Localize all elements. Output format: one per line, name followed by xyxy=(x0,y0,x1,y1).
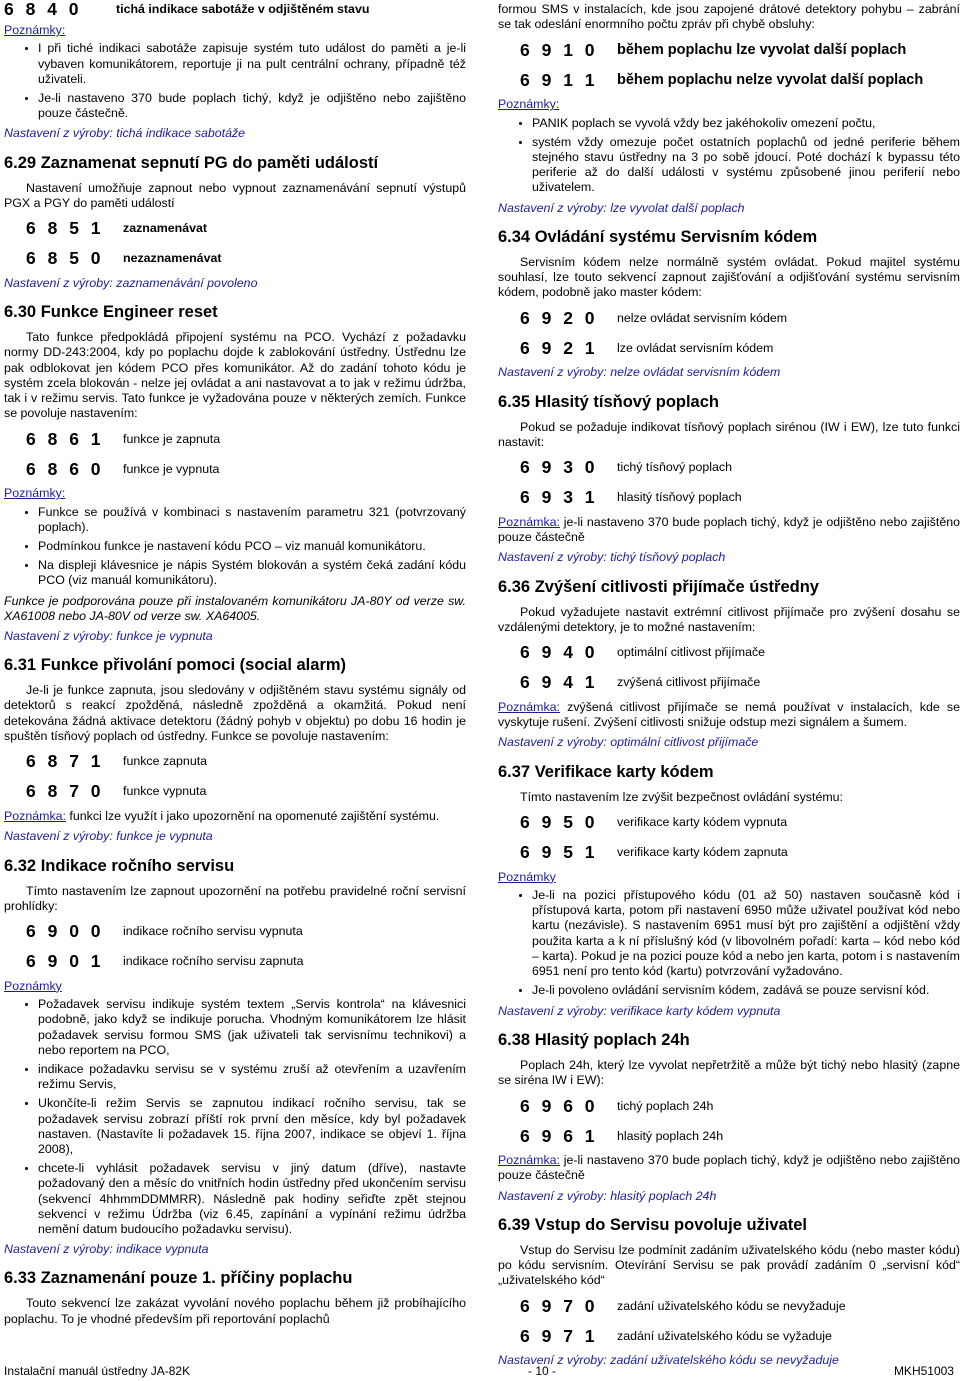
code-row xyxy=(26,919,466,945)
code-row xyxy=(26,749,466,775)
code-row xyxy=(520,37,960,63)
code-row xyxy=(520,1293,960,1319)
code-row xyxy=(26,426,466,452)
code-number: 6 9 3 1 xyxy=(520,487,599,508)
code-number: 6 8 7 1 xyxy=(26,751,105,772)
code-row xyxy=(520,67,960,93)
note-label: Poznámka: xyxy=(4,809,66,824)
notes-list xyxy=(498,888,960,998)
factory-setting: Nastavení z výroby: zaznamenávání povoleno xyxy=(4,276,258,291)
notes-label: Poznámky: xyxy=(4,23,66,38)
list-item: • Je-li povoleno ovládání servisním kódem, zadává se pouze servisní kód. xyxy=(532,983,960,998)
code-description: zvýšená citlivost přijímače xyxy=(617,675,761,690)
code-row xyxy=(26,216,466,242)
section-heading: 6.31 Funkce přivolání pomoci (social alarm) xyxy=(4,656,347,675)
code-row xyxy=(26,246,466,272)
note-paragraph xyxy=(498,515,960,545)
factory-setting: Nastavení z výroby: verifikace karty kódem vypnuta xyxy=(498,1003,781,1018)
factory-setting: Nastavení z výroby: lze vyvolat další poplach xyxy=(498,200,745,215)
code-number: 6 9 3 0 xyxy=(520,457,599,478)
section-heading: 6.32 Indikace ročního servisu xyxy=(4,856,235,875)
factory-setting: Nastavení z výroby: optimální citlivost přijímače xyxy=(498,735,759,750)
support-note: Funkce je podporována pouze při instalovaném komunikátoru JA-80Y od verze sw. XA61008 nebo JA-80V od verze sw. XA64005. xyxy=(4,593,466,623)
right-column xyxy=(498,2,960,1375)
code-number: 6 9 5 0 xyxy=(520,812,599,833)
section-heading: 6.29 Zaznamenat sepnutí PG do paměti událostí xyxy=(4,153,379,172)
paragraph: Pokud vyžadujete nastavit extrémní citlivost přijímače pro zvýšení dosahu se vzdálenými detektory, je to možné nastavením: xyxy=(498,604,960,634)
code-description: nezaznamenávat xyxy=(123,251,222,266)
notes-list xyxy=(498,116,960,196)
list-item: • Požadavek servisu indikuje systém textem „Servis kontrola“ na klávesnici podobně, jako když se indikuje porucha. Vhodným komunikátorem lze hlásit požadavek servisu formou SMS (jak uživateli tak servisnímu technikovi) a nebo reportem na PCO, xyxy=(38,997,466,1058)
code-row xyxy=(520,810,960,836)
paragraph: formou SMS v instalacích, kde jsou zapojené drátové detektory pohybu – zabrání se tak odeslání enormního počtu zpráv při chybě obsluhy: xyxy=(498,2,960,32)
note-text: je-li nastaveno 370 bude poplach tichý, když je odjištěno nebo zajištěno pouze částečně xyxy=(498,515,960,545)
section-heading: 6.35 Hlasitý tísňový poplach xyxy=(498,392,719,411)
list-item: • Funkce se používá v kombinaci s nastavením parametru 321 (potvrzovaný poplach). xyxy=(38,505,466,535)
note-label: Poznámka: xyxy=(498,700,560,715)
code-description: verifikace karty kódem vypnuta xyxy=(617,815,788,830)
note-paragraph xyxy=(498,700,960,730)
list-item: • Je-li nastaveno 370 bude poplach tichý, když je odjištěno nebo zajištěno pouze částečně. xyxy=(38,91,466,121)
paragraph: Vstup do Servisu lze podmínit zadáním uživatelského kódu (nebo master kódu) po kódu servisním. Otevírání Servisu se pak provádí zadáním 0 „servisní kód“ „uživatelského kód“ xyxy=(498,1242,960,1288)
code-description: zaznamenávat xyxy=(123,221,208,236)
note-paragraph xyxy=(4,809,466,824)
notes-label: Poznámky: xyxy=(498,97,560,112)
code-number: 6 9 6 0 xyxy=(520,1095,599,1116)
section-heading: 6.37 Verifikace karty kódem xyxy=(498,762,714,781)
code-row xyxy=(520,1323,960,1349)
paragraph: Tímto nastavením lze zvýšit bezpečnost ovládání systému: xyxy=(520,789,843,804)
list-item: • Ukončíte-li režim Servis se zapnutou indikací ročního servisu, tak se požadavek servisu zobrazí příští rok první den měsíce, kdy byl požadavek nastaven. (Nastavíte li požadavek 15. října 2007, indikace se objeví 1. října 2008), xyxy=(38,1096,466,1157)
factory-setting: Nastavení z výroby: zadání uživatelského kódu se nevyžaduje xyxy=(498,1353,839,1368)
paragraph: Je-li je funkce zapnuta, jsou sledovány v odjištěném stavu systému signály od detektorů s reakcí zpožděná, následně zpožděná a okamžitá. Pokud není detekována žádná aktivace detektoru (žádný pohyb v objektu) po dobu 16 hodin je spuštěn tísňový poplach od ústředny. Funkce se povoluje nastavením: xyxy=(4,683,466,743)
code-number: 6 9 2 0 xyxy=(520,307,599,328)
left-column xyxy=(4,2,466,1332)
factory-setting: Nastavení z výroby: tichý tísňový poplach xyxy=(498,550,726,565)
code-description: hlasitý poplach 24h xyxy=(617,1128,724,1143)
code-row xyxy=(520,485,960,511)
code-number: 6 8 7 0 xyxy=(26,781,105,802)
code-description: zadání uživatelského kódu se nevyžaduje xyxy=(617,1298,846,1313)
footer-title: Instalační manuál ústředny JA-82K xyxy=(4,1364,191,1378)
section-heading: 6.34 Ovládání systému Servisním kódem xyxy=(498,227,818,246)
code-description: funkce je vypnuta xyxy=(123,461,220,476)
page-footer xyxy=(4,1364,954,1379)
notes-list xyxy=(4,41,466,121)
code-row xyxy=(520,335,960,361)
code-number: 6 9 0 0 xyxy=(26,921,105,942)
factory-setting: Nastavení z výroby: nelze ovládat servisním kódem xyxy=(498,365,781,380)
code-description: zadání uživatelského kódu se vyžaduje xyxy=(617,1328,832,1343)
code-description: tichý poplach 24h xyxy=(617,1098,714,1113)
notes-label: Poznámky xyxy=(498,869,556,884)
code-number: 6 9 2 1 xyxy=(520,337,599,358)
notes-label: Poznámky: xyxy=(4,486,66,501)
code-description: indikace ročního servisu vypnuta xyxy=(123,924,303,939)
code-number: 6 9 4 0 xyxy=(520,642,599,663)
paragraph: Nastavení umožňuje zapnout nebo vypnout zaznamenávání sepnutí výstupů PGX a PGY do paměti událostí xyxy=(4,180,466,210)
code-description: optimální citlivost přijímače xyxy=(617,645,766,660)
code-number: 6 8 5 1 xyxy=(26,218,105,239)
code-number: 6 8 5 0 xyxy=(26,248,105,269)
code-number: 6 8 6 0 xyxy=(26,458,105,479)
code-description: indikace ročního servisu zapnuta xyxy=(123,954,304,969)
code-description: hlasitý tísňový poplach xyxy=(617,490,742,505)
note-text: zvýšená citlivost přijímače se nemá používat v instalacích, kde se vyskytuje rušení. Zvýšení citlivosti snižuje odstup mezi signálem a šumem. xyxy=(498,700,960,730)
code-row xyxy=(26,456,466,482)
list-item: • chcete-li vyhlásit požadavek servisu v jiný datum (dříve), nastavte požadovaný den a měsíc do vnitřních hodin ústředny před ukončením servisu (sekvencí 4hhmmDDMMRR). Následně pak hodiny seřiďte zpět stejnou sekvencí v režimu Údržba (viz 6.45, zapínání a vypínání režimu údržba nemění datum budoucího požadavku servisu). xyxy=(38,1161,466,1237)
note-text: je-li nastaveno 370 bude poplach tichý, když je odjištěno nebo zajištěno pouze částečně xyxy=(498,1153,960,1183)
code-number: 6 8 6 1 xyxy=(26,428,105,449)
section-heading: 6.36 Zvýšení citlivosti přijímače ústředny xyxy=(498,577,819,596)
paragraph: Touto sekvencí lze zakázat vyvolání nového poplachu během již probíhajícího poplachu. To je vhodné především při reportování poplachů xyxy=(4,1296,466,1326)
code-row xyxy=(520,840,960,866)
code-number: 6 9 7 0 xyxy=(520,1295,599,1316)
code-number: 6 9 0 1 xyxy=(26,951,105,972)
document-code: MKH51003 xyxy=(893,1364,954,1378)
factory-setting: Nastavení z výroby: tichá indikace sabotáže xyxy=(4,126,246,141)
code-row xyxy=(26,949,466,975)
note-label: Poznámka: xyxy=(498,515,560,530)
factory-setting: Nastavení z výroby: hlasitý poplach 24h xyxy=(498,1188,717,1203)
list-item: • systém vždy omezuje počet ostatních poplachů od jedné periferie během stejného stavu ústředny na 3 po sobě jdoucí. Poté dochází k bypassu této periferie až do další události v systému způsobené jinou periferií nebo uživatelem. xyxy=(532,135,960,196)
note-label: Poznámka: xyxy=(498,1153,560,1168)
code-number: 6 9 6 1 xyxy=(520,1125,599,1146)
section-heading: 6.30 Funkce Engineer reset xyxy=(4,303,218,322)
code-row xyxy=(520,455,960,481)
page-number: - 10 - xyxy=(528,1364,557,1378)
paragraph: Pokud se požaduje indikovat tísňový poplach sirénou (IW i EW), lze tuto funkci nastavit: xyxy=(498,419,960,449)
code-number: 6 8 4 0 xyxy=(4,0,83,19)
list-item: • Podmínkou funkce je nastavení kódu PCO – viz manuál komunikátoru. xyxy=(38,539,466,554)
list-item: • indikace požadavku servisu se v systému zruší až otevřením a uzavřením režimu Servis, xyxy=(38,1062,466,1092)
code-description: verifikace karty kódem zapnuta xyxy=(617,845,788,860)
code-description: tichá indikace sabotáže v odjištěném stavu xyxy=(116,2,370,16)
code-number: 6 9 5 1 xyxy=(520,842,599,863)
section-heading: 6.38 Hlasitý poplach 24h xyxy=(498,1030,690,1049)
notes-list xyxy=(4,997,466,1237)
notes-label: Poznámky xyxy=(4,978,62,993)
note-text: funkci lze využít i jako upozornění na opomenuté zajištění systému. xyxy=(65,809,440,824)
paragraph: Servisním kódem nelze normálně systém ovládat. Pokud majitel systému souhlasí, lze touto sekvencí zapnout zajišťování a odjišťování systému servisním kódem, podobně jako master kódem: xyxy=(498,254,960,300)
code-row xyxy=(520,305,960,331)
code-row xyxy=(520,1093,960,1119)
code-description: nelze ovládat servisním kódem xyxy=(617,310,788,325)
section-heading: 6.39 Vstup do Servisu povoluje uživatel xyxy=(498,1215,808,1234)
paragraph: Tímto nastavením lze zapnout upozornění na potřebu pravidelné roční servisní prohlídky: xyxy=(4,883,466,913)
code-description: funkce vypnuta xyxy=(123,784,207,799)
list-item: • Je-li na pozici přístupového kódu (01 až 50) nastaven současně kód i přístupová karta, potom při nastavení 6950 může uživatel používat kód nebo kartu (nezávisle). S nastavením 6951 musí být pro zajištění a odjištění vždy použita karta a k ní příslušný kód (v libovolném pořadí: karta – kód nebo kód – karta). Pokud je na pozici pouze kód a nebo jen karta, potom i s nastavením 6951 není pro tento kód (kartu) potvrzování vyžadováno. xyxy=(532,888,960,979)
code-description: tichý tísňový poplach xyxy=(617,460,733,475)
paragraph: Poplach 24h, který lze vyvolat nepřetržitě a může být tichý nebo hlasitý (zapne se siréna IW i EW): xyxy=(498,1057,960,1087)
section-heading: 6.33 Zaznamenání pouze 1. příčiny poplachu xyxy=(4,1269,353,1288)
code-row xyxy=(520,670,960,696)
code-row xyxy=(520,640,960,666)
factory-setting: Nastavení z výroby: funkce je vypnuta xyxy=(4,629,213,644)
list-item: • PANIK poplach se vyvolá vždy bez jakéhokoliv omezení počtu, xyxy=(532,116,960,131)
factory-setting: Nastavení z výroby: indikace vypnuta xyxy=(4,1242,209,1257)
code-description: během poplachu nelze vyvolat další poplach xyxy=(617,71,924,88)
code-description: funkce zapnuta xyxy=(123,754,208,769)
code-row xyxy=(520,1123,960,1149)
code-description: lze ovládat servisním kódem xyxy=(617,340,774,355)
list-item: • Na displeji klávesnice je nápis Systém blokován a systém čeká zadání kódu PCO (viz manuál komunikátoru). xyxy=(38,558,466,588)
code-row xyxy=(4,2,466,17)
code-description: během poplachu lze vyvolat další poplach xyxy=(617,41,907,58)
notes-list xyxy=(4,505,466,589)
list-item: • I při tiché indikaci sabotáže zapisuje systém tuto událost do paměti a je-li vybaven komunikátorem, reportuje ji na pult centrální ochrany, případně též uživateli. xyxy=(38,41,466,87)
code-number: 6 9 1 1 xyxy=(520,69,599,90)
code-number: 6 9 7 1 xyxy=(520,1325,599,1346)
code-number: 6 9 1 0 xyxy=(520,39,599,60)
note-paragraph xyxy=(498,1153,960,1183)
code-number: 6 9 4 1 xyxy=(520,672,599,693)
factory-setting: Nastavení z výroby: funkce je vypnuta xyxy=(4,829,213,844)
code-description: funkce je zapnuta xyxy=(123,431,221,446)
paragraph: Tato funkce předpokládá připojení systému na PCO. Vychází z požadavku normy DD-243:2004, kdy po poplachu dojde k zablokování ústředny. Ústřednu lze pak odblokovat jen kódem PCO přes komunikátor. Až do zadání tohoto kódu je systém zcela blokován - nelze jej ovládat a ani nastavovat a to jak v režimu údržba, tak i v režimu servis. Tato funkce je vyžadována pouze v některých zemích. Funkce se povoluje nastavením: xyxy=(4,330,466,421)
code-row xyxy=(26,779,466,805)
